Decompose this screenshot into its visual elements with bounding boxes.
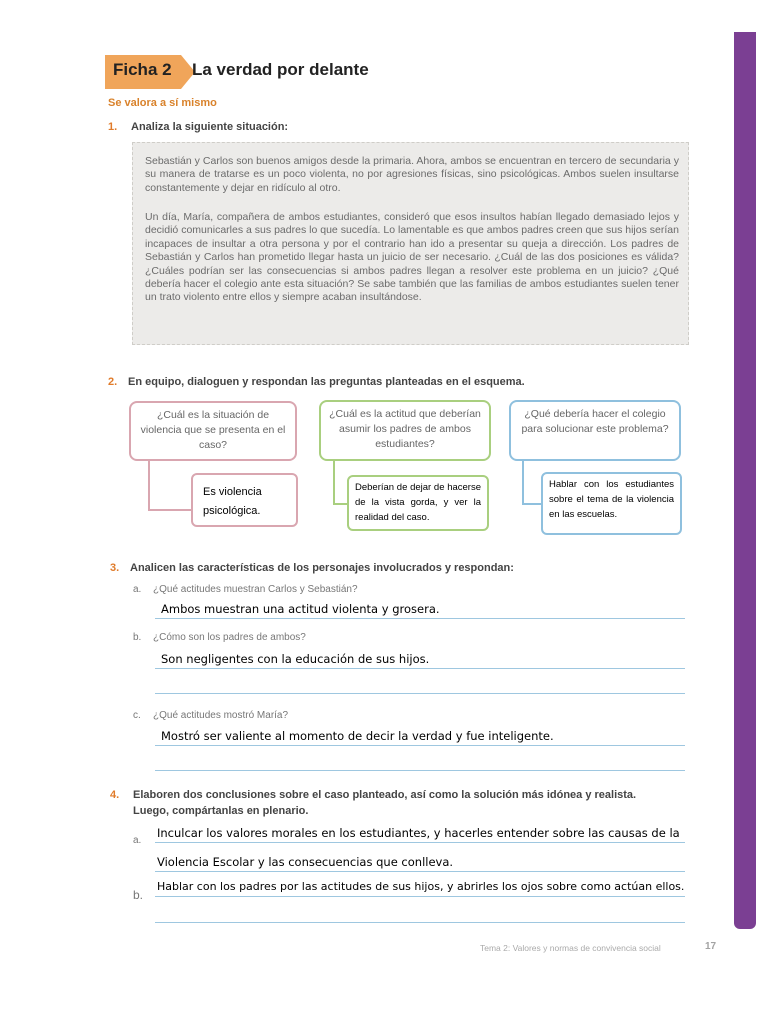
q1-number: 1. (108, 121, 118, 133)
scheme-answer-3: Hablar con los estudiantes sobre el tema de la violencia en las escuelas. (541, 472, 682, 535)
q2-prompt: En equipo, dialoguen y respondan las preguntas planteadas en el esquema. (128, 376, 525, 388)
q1-prompt: Analiza la siguiente situación: (131, 121, 289, 133)
q4-prompt-line2: Luego, compártanlas en plenario. (133, 805, 309, 817)
answer-line (155, 922, 685, 923)
scheme-question-2: ¿Cuál es la actitud que deberían asumir los padres de ambos estudiantes? (319, 400, 491, 461)
answer-line (155, 871, 685, 872)
ficha-tab-label: Ficha 2 (113, 60, 172, 79)
answer-line (155, 668, 685, 669)
answer-line (155, 618, 685, 619)
q3c-question: ¿Qué actitudes mostró María? (153, 710, 289, 721)
q4b-label: b. (133, 888, 144, 902)
q3b-answer: Son negligentes con la educación de sus hijos. (161, 652, 430, 666)
q3b-question: ¿Cómo son los padres de ambos? (153, 632, 306, 643)
scheme-question-1: ¿Cuál es la situación de violencia que se presenta en el caso? (129, 401, 297, 461)
q3c-label: c. (133, 710, 141, 721)
footer-topic: Tema 2: Valores y normas de convivencia social (480, 943, 661, 953)
q4a-answer-line2: Violencia Escolar y las consecuencias que conlleva. (157, 855, 454, 869)
answer-line (155, 842, 685, 843)
q3b-label: b. (133, 632, 142, 643)
q4a-answer-line1: Inculcar los valores morales en los estudiantes, y hacerles entender sobre las causas de la (157, 826, 680, 840)
q4a-label: a. (133, 835, 142, 846)
q3-prompt: Analicen las características de los personajes involucrados y respondan: (130, 562, 514, 574)
q3a-label: a. (133, 584, 142, 595)
scheme-answer-2: Deberían de dejar de hacerse de la vista gorda, y ver la realidad del caso. (347, 475, 489, 531)
scheme-answer-1: Es violencia psicológica. (191, 473, 298, 527)
answer-line (155, 745, 685, 746)
q3c-answer: Mostró ser valiente al momento de decir la verdad y fue inteligente. (161, 729, 554, 743)
q4-prompt-line1: Elaboren dos conclusiones sobre el caso planteado, así como la solución más idónea y realista. (133, 789, 637, 801)
page-title: La verdad por delante (192, 60, 369, 79)
scheme-question-3: ¿Qué debería hacer el colegio para solucionar este problema? (509, 400, 681, 461)
case-paragraph-2: Un día, María, compañera de ambos estudiantes, consideró que esos insultos habían llegado demasiado lejos y decidió comunicarles a sus padres lo que sucedía. Lo lamentable es que ambos padres creen que sus hijos serían incapaces de insultar a otra persona y por el contrario han ido a presentar su queja a dirección. Los padres de Sebastián y Carlos han prometido llegar hasta un juicio de ser necesario. ¿Cuál de las dos posiciones es válida? ¿Cuáles podrían ser las consecuencias si ambos padres llegan a resolver este problema en un juicio? ¿Qué debería hacer el colegio ante esta situación? Se sabe también que las familias de ambos estudiantes suelen tener un trato violento entre ellos y siempre acaban insultándose. (145, 211, 679, 304)
q2-number: 2. (108, 376, 118, 388)
q3a-answer: Ambos muestran una actitud violenta y grosera. (161, 602, 440, 616)
page-number: 17 (705, 941, 717, 952)
section-label: Se valora a sí mismo (108, 97, 217, 109)
case-paragraph-1: Sebastián y Carlos son buenos amigos desde la primaria. Ahora, ambos se encuentran en tercero de secundaria y su manera de tratarse es un poco violenta, no por agresiones físicas, sino psicológicas. Ambos suelen insultarse constantemente y dejar en ridículo al otro. (145, 155, 679, 194)
case-text-box (132, 142, 689, 345)
answer-line (155, 896, 685, 897)
answer-line (155, 770, 685, 771)
q3-number: 3. (110, 562, 120, 574)
q3a-question: ¿Qué actitudes muestran Carlos y Sebastián? (153, 584, 358, 595)
answer-line (155, 693, 685, 694)
q4b-answer: Hablar con los padres por las actitudes de sus hijos, y abrirles los ojos sobre como actúan ellos. (157, 880, 685, 893)
scheme-connector-1 (148, 461, 194, 511)
page-edge-bar (734, 32, 756, 929)
q4-number: 4. (110, 789, 120, 801)
